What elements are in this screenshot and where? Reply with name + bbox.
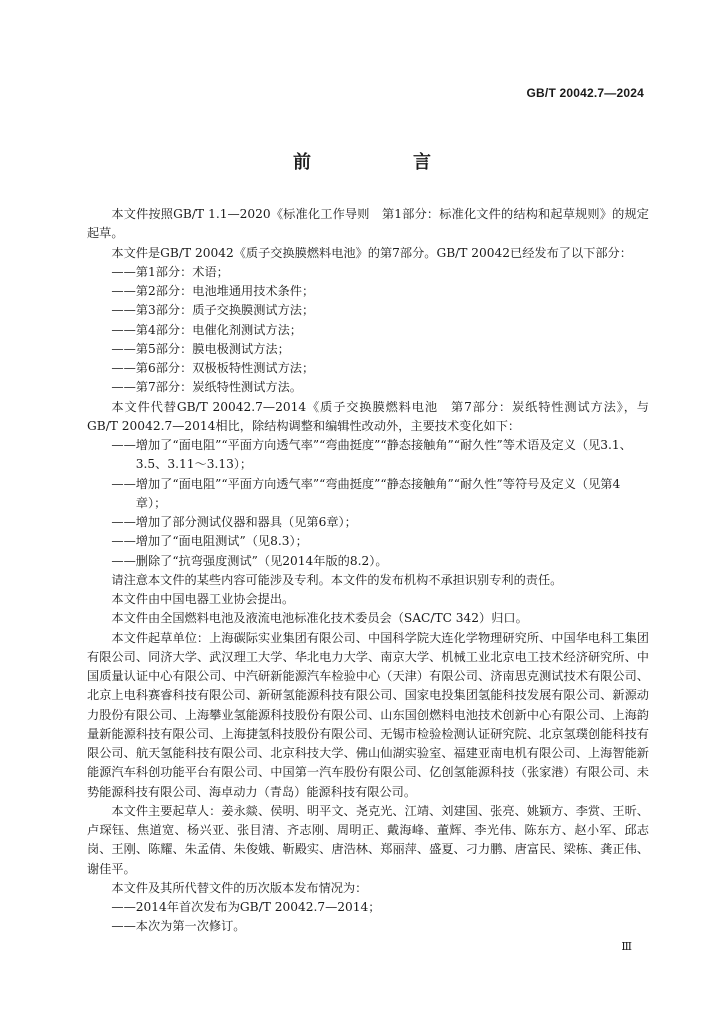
list-item: ——本次为第一次修订。 — [111, 919, 246, 934]
standard-code-header: GB/T 20042.7—2024 — [526, 86, 644, 100]
list-item: ——第1部分：术语； — [111, 264, 229, 279]
list-item: ——第4部分：电催化剂测试方法； — [111, 322, 302, 337]
page-title: 前 言 — [293, 152, 473, 173]
paragraph: 本文件按照GB/T 1.1—2020《标准化工作导则 第1部分：标准化文件的结构和起草规则》的规定起草。 — [87, 207, 649, 241]
list-item: ——第2部分：电池堆通用技术条件； — [111, 284, 315, 298]
list-item: ——删除了“抗弯强度测试”（见2014年版的8.2）。 — [111, 553, 388, 568]
paragraph: 请注意本文件的某些内容可能涉及专利。本文件的发布机构不承担识别专利的责任。 — [111, 572, 563, 587]
list-item: ——第5部分：膜电极测试方法； — [111, 341, 290, 356]
paragraph: 本文件是GB/T 20042《质子交换膜燃料电池》的第7部分。GB/T 20042已经发布了以下部分： — [111, 245, 632, 260]
paragraph: 本文件由中国电器工业协会提出。 — [111, 592, 295, 606]
list-item: ——增加了“面电阻”“平面方向透气率”“弯曲挺度”“静态接触角”“耐久性”等符号及定义（见第4章）； — [111, 476, 621, 510]
foreword-body — [87, 205, 649, 937]
list-item: ——增加了“面电阻”“平面方向透气率”“弯曲挺度”“静态接触角”“耐久性”等术语及定义（见3.1、3.5、3.11～3.13）； — [111, 438, 632, 472]
list-item: ——第6部分：双极板特性测试方法； — [111, 361, 315, 375]
list-item: ——增加了部分测试仪器和器具（见第6章）； — [111, 515, 357, 529]
paragraph: 本文件及其所代替文件的历次版本发布情况为： — [111, 880, 368, 895]
list-item: ——2014年首次发布为GB/T 20042.7—2014； — [111, 900, 381, 914]
paragraph: 本文件由全国燃料电池及液流电池标准化技术委员会（SAC/TC 342）归口。 — [111, 611, 528, 626]
paragraph: 本文件代替GB/T 20042.7—2014《质子交换膜燃料电池 第7部分：炭纸特性测试方法》，与GB/T 20042.7—2014相比，除结构调整和编辑性改动外，主要技术变化如下： — [87, 399, 649, 433]
paragraph: 本文件主要起草人：姜永燚、侯明、明平文、尧克光、江靖、刘建国、张亮、姚颖方、李赏、王昕、卢琛钰、焦道宽、杨兴亚、张目清、齐志刚、周明正、戴海峰、董辉、李光伟、陈东方、赵小军、邱志岗、王刚、陈耀、朱孟倩、朱俊娥、靳殿实、唐浩林、郑丽萍、盛夏、刁力鹏、唐富民、梁栋、龚正伟、谢佳平。 — [87, 803, 649, 876]
paragraph: 本文件起草单位：上海碳际实业集团有限公司、中国科学院大连化学物理研究所、中国华电科工集团有限公司、同济大学、武汉理工大学、华北电力大学、南京大学、机械工业北京电工技术经济研究所、中国质量认证中心有限公司、中汽研新能源汽车检验中心（天津）有限公司、济南思克测试技术有限公司、北京上电科赛睿科技有限公司、新研氢能源科技有限公司、国家电投集团氢能科技发展有限公司、新源动力股份有限公司、上海攀业氢能源科技股份有限公司、山东国创燃料电池技术创新中心有限公司、上海韵量新能源科技有限公司、上海捷氢科技股份有限公司、无锡市检验检测认证研究院、北京氢璞创能科技有限公司、航天氢能科技有限公司、北京科技大学、佛山仙湖实验室、福建亚南电机有限公司、上海智能新能源汽车科创功能平台有限公司、中国第一汽车股份有限公司、亿创氢能源科技（张家港）有限公司、未势能源科技有限公司、海卓动力（青岛）能源科技有限公司。 — [87, 630, 649, 799]
list-item: ——增加了“面电阻测试”（见8.3）； — [111, 534, 308, 549]
page-number: Ⅲ — [621, 940, 632, 953]
list-item: ——第3部分：质子交换膜测试方法； — [111, 303, 315, 318]
list-item: ——第7部分：炭纸特性测试方法。 — [111, 380, 302, 395]
